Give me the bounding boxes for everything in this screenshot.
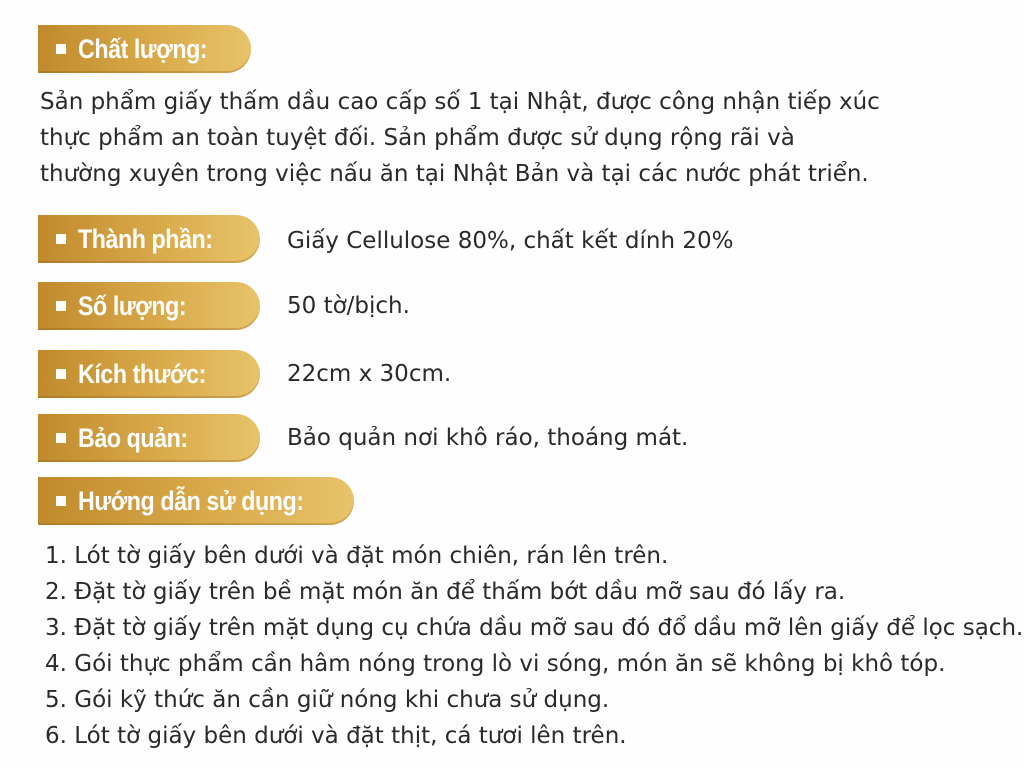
usage-step: 2. Đặt tờ giấy trên bề mặt món ăn để thấm bớt dầu mỡ sau đó lấy ra. <box>45 579 846 605</box>
storage-value: Bảo quản nơi khô ráo, thoáng mát. <box>287 425 689 451</box>
square-bullet-icon <box>56 301 66 311</box>
quality-heading-label: Chất lượng: <box>78 33 208 64</box>
square-bullet-icon <box>56 44 66 54</box>
quality-line-2: thực phẩm an toàn tuyệt đối. Sản phẩm được sử dụng rộng rãi và <box>40 125 795 151</box>
usage-step: 1. Lót tờ giấy bên dưới và đặt món chiên, rán lên trên. <box>45 543 669 569</box>
quantity-value: 50 tờ/bịch. <box>287 293 410 319</box>
quality-heading <box>38 25 251 73</box>
usage-step: 5. Gói kỹ thức ăn cần giữ nóng khi chưa sử dụng. <box>45 687 610 713</box>
usage-step: 3. Đặt tờ giấy trên mặt dụng cụ chứa dầu mỡ sau đó đổ dầu mỡ lên giấy để lọc sạch. <box>45 615 1024 641</box>
ingredients-heading <box>38 215 260 263</box>
storage-heading-label: Bảo quản: <box>78 422 188 453</box>
usage-steps <box>45 538 1024 754</box>
quality-description <box>40 84 890 192</box>
usage-step: 6. Lót tờ giấy bên dưới và đặt thịt, cá tươi lên trên. <box>45 723 627 749</box>
size-value: 22cm x 30cm. <box>287 361 452 387</box>
quantity-heading <box>38 282 260 330</box>
square-bullet-icon <box>56 234 66 244</box>
size-heading-label: Kích thước: <box>78 358 206 389</box>
square-bullet-icon <box>56 433 66 443</box>
storage-heading <box>38 414 260 462</box>
usage-heading <box>38 477 354 525</box>
ingredients-value: Giấy Cellulose 80%, chất kết dính 20% <box>287 228 734 254</box>
ingredients-heading-label: Thành phần: <box>78 223 213 254</box>
quality-line-3: thường xuyên trong việc nấu ăn tại Nhật Bản và tại các nước phát triển. <box>40 161 869 187</box>
square-bullet-icon <box>56 369 66 379</box>
quality-line-1: Sản phẩm giấy thấm dầu cao cấp số 1 tại Nhật, được công nhận tiếp xúc <box>40 89 880 115</box>
usage-step: 4. Gói thực phẩm cần hâm nóng trong lò vi sóng, món ăn sẽ không bị khô tóp. <box>45 651 946 677</box>
usage-heading-label: Hướng dẫn sử dụng: <box>78 485 304 516</box>
size-heading <box>38 350 260 398</box>
square-bullet-icon <box>56 496 66 506</box>
quantity-heading-label: Số lượng: <box>78 290 187 321</box>
